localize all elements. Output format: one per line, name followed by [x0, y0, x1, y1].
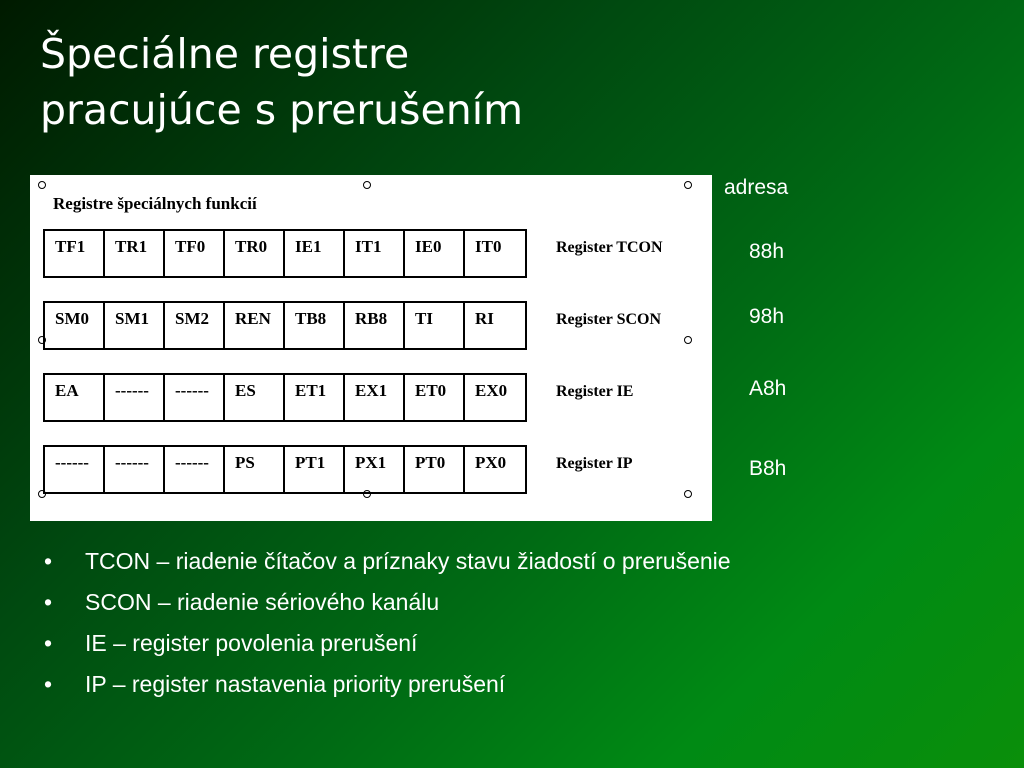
bit-cell: PX0 [475, 453, 507, 472]
bit-cell: TF1 [45, 231, 105, 276]
bit-cell: TF0 [165, 231, 225, 276]
bit-cell: SM2 [165, 303, 225, 348]
bit-cell: EA [45, 375, 105, 420]
selection-handle [363, 181, 371, 189]
bit-cell: PX1 [345, 447, 405, 492]
bullet-item [44, 546, 731, 587]
bit-cell: SM0 [45, 303, 105, 348]
bit-cell: IT0 [475, 237, 502, 256]
bit-cell: EX0 [475, 381, 508, 400]
bullet-item [44, 669, 731, 710]
address-header: adresa [724, 176, 789, 199]
register-label: Register TCON [556, 239, 663, 256]
slide-title-line-2: pracujúce s prerušením [40, 86, 524, 134]
bullet-item [44, 587, 731, 628]
bit-cell: IT1 [345, 231, 405, 276]
slide-title [40, 26, 523, 138]
bullet-icon: • [44, 589, 53, 615]
bit-cell: ------ [45, 447, 105, 492]
bit-cell: PT0 [405, 447, 465, 492]
bit-cell: EX1 [345, 375, 405, 420]
register-bits [43, 445, 527, 494]
bullet-icon: • [44, 548, 53, 574]
bit-cell: ET1 [285, 375, 345, 420]
bit-cell: PS [225, 447, 285, 492]
bit-cell: TB8 [285, 303, 345, 348]
bit-cell: TI [405, 303, 465, 348]
bullet-text: TCON – riadenie čítačov a príznaky stavu žiadostí o prerušenie [85, 548, 731, 574]
bit-cell: IE1 [285, 231, 345, 276]
selection-handle [684, 181, 692, 189]
bit-cell: PT1 [285, 447, 345, 492]
bit-cell: RI [475, 309, 494, 328]
slide-title-line-1: Špeciálne registre [40, 30, 410, 78]
register-label: Register IP [556, 455, 633, 472]
register-bits [43, 301, 527, 350]
bullet-icon: • [44, 671, 53, 697]
register-label: Register SCON [556, 311, 662, 328]
bit-cell: IE0 [405, 231, 465, 276]
bit-cell: TR1 [105, 231, 165, 276]
address-ip: B8h [749, 457, 787, 480]
register-table-image [30, 175, 712, 521]
bit-cell: SM1 [105, 303, 165, 348]
register-label: Register IE [556, 383, 634, 400]
bit-cell: RB8 [345, 303, 405, 348]
bit-cell: ------ [105, 375, 165, 420]
bullet-text: IE – register povolenia prerušení [85, 630, 418, 656]
bullet-text: IP – register nastavenia priority prerušení [85, 671, 506, 697]
bullet-icon: • [44, 630, 53, 656]
selection-handle [684, 490, 692, 498]
bit-cell: REN [225, 303, 285, 348]
address-tcon: 88h [749, 240, 785, 263]
selection-handle [684, 336, 692, 344]
bit-cell: ET0 [405, 375, 465, 420]
bit-cell: TR0 [225, 231, 285, 276]
register-bits [43, 373, 527, 422]
address-ie: A8h [749, 377, 787, 400]
register-bits [43, 229, 527, 278]
bullet-text: SCON – riadenie sériového kanálu [85, 589, 440, 615]
figure-heading: Registre špeciálnych funkcií [53, 194, 257, 213]
selection-handle [38, 181, 46, 189]
bit-cell: ------ [165, 375, 225, 420]
address-scon: 98h [749, 305, 785, 328]
bit-cell: ES [225, 375, 285, 420]
bullet-list [44, 546, 731, 710]
bit-cell: ------ [165, 447, 225, 492]
bullet-item [44, 628, 731, 669]
bit-cell: ------ [105, 447, 165, 492]
